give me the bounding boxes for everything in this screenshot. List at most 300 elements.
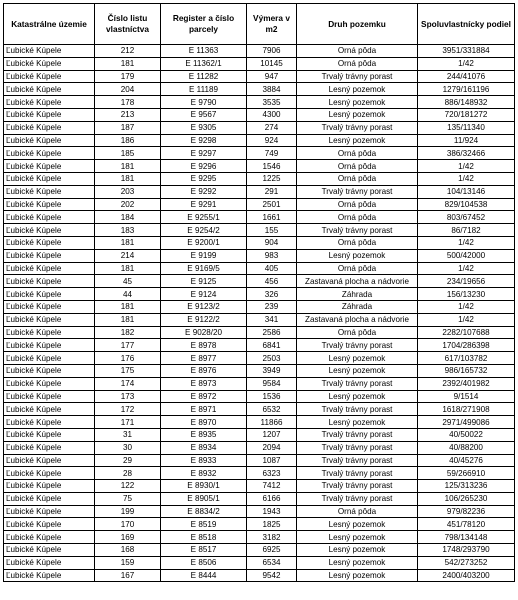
cell-register-parcel-number: E 9122/2 [161, 313, 247, 326]
cell-land-type: Orná pôda [297, 147, 418, 160]
cell-co-ownership-share: 803/67452 [418, 211, 515, 224]
cell-land-type: Lesný pozemok [297, 108, 418, 121]
cell-land-type: Trvalý trávny porast [297, 428, 418, 441]
cell-land-type: Lesný pozemok [297, 83, 418, 96]
cell-register-parcel-number: E 9169/5 [161, 262, 247, 275]
cell-co-ownership-share: 1/42 [418, 262, 515, 275]
cell-land-type: Trvalý trávny porast [297, 441, 418, 454]
cell-cadastral-area: Ľubické Kúpele [4, 467, 95, 480]
cell-cadastral-area: Ľubické Kúpele [4, 531, 95, 544]
cell-ownership-sheet-number: 203 [95, 185, 161, 198]
table-row [4, 377, 515, 390]
cell-register-parcel-number: E 9296 [161, 160, 247, 173]
table-row [4, 454, 515, 467]
table-row [4, 505, 515, 518]
table-row [4, 83, 515, 96]
cell-register-parcel-number: E 9124 [161, 288, 247, 301]
cell-land-type: Trvalý trávny porast [297, 377, 418, 390]
cell-register-parcel-number: E 8517 [161, 544, 247, 557]
cell-cadastral-area: Ľubické Kúpele [4, 313, 95, 326]
cell-land-type: Orná pôda [297, 45, 418, 58]
cell-ownership-sheet-number: 169 [95, 531, 161, 544]
cell-co-ownership-share: 1/42 [418, 300, 515, 313]
table-row [4, 403, 515, 416]
table-row [4, 121, 515, 134]
cell-cadastral-area: Ľubické Kúpele [4, 288, 95, 301]
cell-land-type: Trvalý trávny porast [297, 403, 418, 416]
cell-cadastral-area: Ľubické Kúpele [4, 403, 95, 416]
cell-area-m2: 7906 [247, 45, 297, 58]
cell-land-type: Orná pôda [297, 505, 418, 518]
cell-area-m2: 904 [247, 236, 297, 249]
cell-co-ownership-share: 2971/499086 [418, 416, 515, 429]
cell-land-type: Lesný pozemok [297, 544, 418, 557]
table-row [4, 441, 515, 454]
cell-co-ownership-share: 135/11340 [418, 121, 515, 134]
cell-ownership-sheet-number: 45 [95, 275, 161, 288]
cell-co-ownership-share: 2400/403200 [418, 569, 515, 582]
cell-cadastral-area: Ľubické Kúpele [4, 147, 95, 160]
cell-co-ownership-share: 1/42 [418, 57, 515, 70]
cell-cadastral-area: Ľubické Kúpele [4, 121, 95, 134]
cell-land-type: Trvalý trávny porast [297, 339, 418, 352]
cell-cadastral-area: Ľubické Kúpele [4, 236, 95, 249]
table-row [4, 275, 515, 288]
cell-land-type: Záhrada [297, 288, 418, 301]
cell-ownership-sheet-number: 185 [95, 147, 161, 160]
cell-area-m2: 326 [247, 288, 297, 301]
cell-co-ownership-share: 59/266910 [418, 467, 515, 480]
cell-ownership-sheet-number: 199 [95, 505, 161, 518]
cell-cadastral-area: Ľubické Kúpele [4, 57, 95, 70]
cell-co-ownership-share: 1/42 [418, 172, 515, 185]
cell-cadastral-area: Ľubické Kúpele [4, 262, 95, 275]
cell-area-m2: 2501 [247, 198, 297, 211]
cell-area-m2: 2503 [247, 352, 297, 365]
cell-area-m2: 456 [247, 275, 297, 288]
cell-area-m2: 6166 [247, 492, 297, 505]
cell-area-m2: 6323 [247, 467, 297, 480]
cell-co-ownership-share: 86/7182 [418, 224, 515, 237]
cell-area-m2: 983 [247, 249, 297, 262]
cell-co-ownership-share: 1704/286398 [418, 339, 515, 352]
cell-ownership-sheet-number: 170 [95, 518, 161, 531]
cell-cadastral-area: Ľubické Kúpele [4, 160, 95, 173]
cell-co-ownership-share: 104/13146 [418, 185, 515, 198]
cell-register-parcel-number: E 9295 [161, 172, 247, 185]
cell-co-ownership-share: 3951/331884 [418, 45, 515, 58]
cell-cadastral-area: Ľubické Kúpele [4, 441, 95, 454]
cell-register-parcel-number: E 8978 [161, 339, 247, 352]
cell-cadastral-area: Ľubické Kúpele [4, 556, 95, 569]
table-row [4, 288, 515, 301]
cell-register-parcel-number: E 8976 [161, 364, 247, 377]
cell-ownership-sheet-number: 202 [95, 198, 161, 211]
cell-land-type: Trvalý trávny porast [297, 454, 418, 467]
cell-register-parcel-number: E 9291 [161, 198, 247, 211]
cell-land-type: Orná pôda [297, 160, 418, 173]
cell-co-ownership-share: 386/32466 [418, 147, 515, 160]
cell-cadastral-area: Ľubické Kúpele [4, 390, 95, 403]
table-body [4, 45, 515, 582]
cell-land-type: Lesný pozemok [297, 556, 418, 569]
cell-register-parcel-number: E 9254/2 [161, 224, 247, 237]
header-co-ownership-share: Spoluvlastnícky podiel [418, 4, 515, 45]
cell-cadastral-area: Ľubické Kúpele [4, 134, 95, 147]
cell-cadastral-area: Ľubické Kúpele [4, 352, 95, 365]
cell-cadastral-area: Ľubické Kúpele [4, 326, 95, 339]
table-header-row [4, 4, 515, 45]
cell-cadastral-area: Ľubické Kúpele [4, 83, 95, 96]
header-ownership-sheet-number: Číslo listu vlastníctva [95, 4, 161, 45]
cell-register-parcel-number: E 9123/2 [161, 300, 247, 313]
table-row [4, 57, 515, 70]
cell-register-parcel-number: E 9292 [161, 185, 247, 198]
cell-cadastral-area: Ľubické Kúpele [4, 492, 95, 505]
cell-area-m2: 749 [247, 147, 297, 160]
cell-area-m2: 4300 [247, 108, 297, 121]
cell-register-parcel-number: E 8970 [161, 416, 247, 429]
cell-ownership-sheet-number: 30 [95, 441, 161, 454]
table-row [4, 172, 515, 185]
cell-cadastral-area: Ľubické Kúpele [4, 275, 95, 288]
cell-co-ownership-share: 979/82236 [418, 505, 515, 518]
table-row [4, 96, 515, 109]
cell-cadastral-area: Ľubické Kúpele [4, 172, 95, 185]
cell-land-type: Orná pôda [297, 262, 418, 275]
cell-area-m2: 3884 [247, 83, 297, 96]
cell-register-parcel-number: E 8977 [161, 352, 247, 365]
cell-co-ownership-share: 451/78120 [418, 518, 515, 531]
cell-register-parcel-number: E 8444 [161, 569, 247, 582]
cell-cadastral-area: Ľubické Kúpele [4, 198, 95, 211]
cell-ownership-sheet-number: 181 [95, 313, 161, 326]
cell-area-m2: 6532 [247, 403, 297, 416]
cell-ownership-sheet-number: 178 [95, 96, 161, 109]
cell-land-type: Trvalý trávny porast [297, 70, 418, 83]
cell-land-type: Zastavaná plocha a nádvorie [297, 313, 418, 326]
table-row [4, 185, 515, 198]
table-row [4, 300, 515, 313]
cell-ownership-sheet-number: 184 [95, 211, 161, 224]
cell-co-ownership-share: 2282/107688 [418, 326, 515, 339]
cell-register-parcel-number: E 9567 [161, 108, 247, 121]
cell-register-parcel-number: E 9298 [161, 134, 247, 147]
cell-ownership-sheet-number: 182 [95, 326, 161, 339]
cell-cadastral-area: Ľubické Kúpele [4, 249, 95, 262]
cell-ownership-sheet-number: 122 [95, 480, 161, 493]
cell-co-ownership-share: 886/148932 [418, 96, 515, 109]
cell-register-parcel-number: E 9255/1 [161, 211, 247, 224]
header-land-type: Druh pozemku [297, 4, 418, 45]
cell-area-m2: 9584 [247, 377, 297, 390]
cell-area-m2: 1087 [247, 454, 297, 467]
cell-area-m2: 274 [247, 121, 297, 134]
cell-land-type: Orná pôda [297, 57, 418, 70]
cell-land-type: Lesný pozemok [297, 96, 418, 109]
cell-register-parcel-number: E 8506 [161, 556, 247, 569]
cell-co-ownership-share: 1/42 [418, 236, 515, 249]
cell-co-ownership-share: 1279/161196 [418, 83, 515, 96]
cell-register-parcel-number: E 8933 [161, 454, 247, 467]
cell-area-m2: 947 [247, 70, 297, 83]
cell-ownership-sheet-number: 181 [95, 57, 161, 70]
cell-ownership-sheet-number: 183 [95, 224, 161, 237]
cell-register-parcel-number: E 8834/2 [161, 505, 247, 518]
cell-area-m2: 291 [247, 185, 297, 198]
cell-register-parcel-number: E 9199 [161, 249, 247, 262]
cell-area-m2: 10145 [247, 57, 297, 70]
cell-ownership-sheet-number: 213 [95, 108, 161, 121]
cell-area-m2: 6841 [247, 339, 297, 352]
cell-area-m2: 1825 [247, 518, 297, 531]
header-area-m2: Výmera v m2 [247, 4, 297, 45]
cell-register-parcel-number: E 8518 [161, 531, 247, 544]
cell-cadastral-area: Ľubické Kúpele [4, 224, 95, 237]
cell-register-parcel-number: E 8935 [161, 428, 247, 441]
cell-land-type: Záhrada [297, 300, 418, 313]
cell-cadastral-area: Ľubické Kúpele [4, 480, 95, 493]
cell-co-ownership-share: 798/134148 [418, 531, 515, 544]
cell-ownership-sheet-number: 31 [95, 428, 161, 441]
table-row [4, 544, 515, 557]
cell-register-parcel-number: E 11363 [161, 45, 247, 58]
cell-co-ownership-share: 829/104538 [418, 198, 515, 211]
cell-area-m2: 7412 [247, 480, 297, 493]
cell-area-m2: 1661 [247, 211, 297, 224]
cell-land-type: Trvalý trávny porast [297, 224, 418, 237]
cell-land-type: Lesný pozemok [297, 416, 418, 429]
cell-register-parcel-number: E 8971 [161, 403, 247, 416]
table-row [4, 428, 515, 441]
cell-land-type: Trvalý trávny porast [297, 492, 418, 505]
cell-ownership-sheet-number: 187 [95, 121, 161, 134]
cell-ownership-sheet-number: 159 [95, 556, 161, 569]
table-row [4, 518, 515, 531]
cell-co-ownership-share: 986/165732 [418, 364, 515, 377]
cell-co-ownership-share: 1748/293790 [418, 544, 515, 557]
table-row [4, 134, 515, 147]
cell-land-type: Lesný pozemok [297, 531, 418, 544]
cell-register-parcel-number: E 11189 [161, 83, 247, 96]
cell-area-m2: 3182 [247, 531, 297, 544]
cell-ownership-sheet-number: 176 [95, 352, 161, 365]
cell-register-parcel-number: E 8934 [161, 441, 247, 454]
table-row [4, 492, 515, 505]
cell-land-type: Orná pôda [297, 211, 418, 224]
cell-area-m2: 924 [247, 134, 297, 147]
cell-cadastral-area: Ľubické Kúpele [4, 108, 95, 121]
table-row [4, 467, 515, 480]
table-row [4, 390, 515, 403]
cell-co-ownership-share: 244/41076 [418, 70, 515, 83]
cell-cadastral-area: Ľubické Kúpele [4, 428, 95, 441]
table-row [4, 531, 515, 544]
cell-co-ownership-share: 720/181272 [418, 108, 515, 121]
cell-area-m2: 6925 [247, 544, 297, 557]
table-row [4, 45, 515, 58]
cell-register-parcel-number: E 8932 [161, 467, 247, 480]
cell-cadastral-area: Ľubické Kúpele [4, 377, 95, 390]
cell-cadastral-area: Ľubické Kúpele [4, 185, 95, 198]
cell-ownership-sheet-number: 181 [95, 160, 161, 173]
cell-ownership-sheet-number: 204 [95, 83, 161, 96]
cell-co-ownership-share: 156/13230 [418, 288, 515, 301]
cell-area-m2: 1546 [247, 160, 297, 173]
cell-co-ownership-share: 106/265230 [418, 492, 515, 505]
table-row [4, 236, 515, 249]
parcel-table [3, 3, 515, 582]
cell-land-type: Trvalý trávny porast [297, 480, 418, 493]
table-row [4, 108, 515, 121]
cell-land-type: Orná pôda [297, 326, 418, 339]
table-row [4, 211, 515, 224]
table-row [4, 160, 515, 173]
cell-cadastral-area: Ľubické Kúpele [4, 45, 95, 58]
cell-land-type: Zastavaná plocha a nádvorie [297, 275, 418, 288]
cell-co-ownership-share: 9/1514 [418, 390, 515, 403]
cell-co-ownership-share: 11/924 [418, 134, 515, 147]
cell-co-ownership-share: 1618/271908 [418, 403, 515, 416]
cell-ownership-sheet-number: 173 [95, 390, 161, 403]
cell-ownership-sheet-number: 174 [95, 377, 161, 390]
cell-register-parcel-number: E 9790 [161, 96, 247, 109]
cell-area-m2: 1943 [247, 505, 297, 518]
cell-ownership-sheet-number: 181 [95, 236, 161, 249]
cell-register-parcel-number: E 9297 [161, 147, 247, 160]
cell-ownership-sheet-number: 179 [95, 70, 161, 83]
cell-cadastral-area: Ľubické Kúpele [4, 339, 95, 352]
cell-ownership-sheet-number: 28 [95, 467, 161, 480]
parcel-table-sheet [3, 3, 515, 582]
cell-co-ownership-share: 40/45276 [418, 454, 515, 467]
cell-land-type: Lesný pozemok [297, 134, 418, 147]
cell-ownership-sheet-number: 168 [95, 544, 161, 557]
cell-area-m2: 3535 [247, 96, 297, 109]
cell-land-type: Lesný pozemok [297, 569, 418, 582]
table-row [4, 352, 515, 365]
cell-ownership-sheet-number: 177 [95, 339, 161, 352]
cell-land-type: Trvalý trávny porast [297, 121, 418, 134]
cell-area-m2: 6534 [247, 556, 297, 569]
cell-cadastral-area: Ľubické Kúpele [4, 518, 95, 531]
table-row [4, 198, 515, 211]
cell-cadastral-area: Ľubické Kúpele [4, 364, 95, 377]
table-row [4, 556, 515, 569]
table-row [4, 70, 515, 83]
cell-ownership-sheet-number: 75 [95, 492, 161, 505]
cell-cadastral-area: Ľubické Kúpele [4, 454, 95, 467]
table-row [4, 364, 515, 377]
cell-area-m2: 1207 [247, 428, 297, 441]
cell-ownership-sheet-number: 186 [95, 134, 161, 147]
cell-area-m2: 1536 [247, 390, 297, 403]
cell-area-m2: 2094 [247, 441, 297, 454]
cell-cadastral-area: Ľubické Kúpele [4, 211, 95, 224]
cell-register-parcel-number: E 11362/1 [161, 57, 247, 70]
cell-cadastral-area: Ľubické Kúpele [4, 544, 95, 557]
table-row [4, 339, 515, 352]
cell-cadastral-area: Ľubické Kúpele [4, 96, 95, 109]
cell-co-ownership-share: 1/42 [418, 313, 515, 326]
cell-land-type: Lesný pozemok [297, 364, 418, 377]
table-row [4, 262, 515, 275]
cell-land-type: Lesný pozemok [297, 249, 418, 262]
table-row [4, 313, 515, 326]
cell-co-ownership-share: 40/88200 [418, 441, 515, 454]
cell-co-ownership-share: 542/273252 [418, 556, 515, 569]
cell-cadastral-area: Ľubické Kúpele [4, 569, 95, 582]
cell-area-m2: 3949 [247, 364, 297, 377]
cell-cadastral-area: Ľubické Kúpele [4, 300, 95, 313]
cell-register-parcel-number: E 8972 [161, 390, 247, 403]
cell-ownership-sheet-number: 181 [95, 300, 161, 313]
cell-land-type: Orná pôda [297, 236, 418, 249]
cell-area-m2: 341 [247, 313, 297, 326]
cell-land-type: Trvalý trávny porast [297, 467, 418, 480]
cell-co-ownership-share: 125/313236 [418, 480, 515, 493]
table-row [4, 147, 515, 160]
cell-co-ownership-share: 617/103782 [418, 352, 515, 365]
table-row [4, 480, 515, 493]
cell-ownership-sheet-number: 181 [95, 172, 161, 185]
cell-register-parcel-number: E 9125 [161, 275, 247, 288]
cell-register-parcel-number: E 8519 [161, 518, 247, 531]
cell-land-type: Orná pôda [297, 198, 418, 211]
cell-land-type: Orná pôda [297, 172, 418, 185]
cell-register-parcel-number: E 9028/20 [161, 326, 247, 339]
cell-land-type: Lesný pozemok [297, 352, 418, 365]
cell-co-ownership-share: 500/42000 [418, 249, 515, 262]
cell-area-m2: 11866 [247, 416, 297, 429]
cell-ownership-sheet-number: 167 [95, 569, 161, 582]
cell-co-ownership-share: 1/42 [418, 160, 515, 173]
table-row [4, 569, 515, 582]
cell-area-m2: 239 [247, 300, 297, 313]
table-row [4, 416, 515, 429]
cell-ownership-sheet-number: 175 [95, 364, 161, 377]
cell-ownership-sheet-number: 172 [95, 403, 161, 416]
cell-cadastral-area: Ľubické Kúpele [4, 70, 95, 83]
cell-land-type: Lesný pozemok [297, 390, 418, 403]
cell-register-parcel-number: E 8930/1 [161, 480, 247, 493]
cell-area-m2: 9542 [247, 569, 297, 582]
cell-cadastral-area: Ľubické Kúpele [4, 505, 95, 518]
cell-land-type: Lesný pozemok [297, 518, 418, 531]
cell-register-parcel-number: E 8973 [161, 377, 247, 390]
table-row [4, 224, 515, 237]
cell-co-ownership-share: 40/50022 [418, 428, 515, 441]
cell-ownership-sheet-number: 181 [95, 262, 161, 275]
cell-ownership-sheet-number: 171 [95, 416, 161, 429]
cell-ownership-sheet-number: 214 [95, 249, 161, 262]
header-register-parcel-number: Register a číslo parcely [161, 4, 247, 45]
cell-co-ownership-share: 2392/401982 [418, 377, 515, 390]
cell-area-m2: 155 [247, 224, 297, 237]
header-cadastral-area: Katastrálne územie [4, 4, 95, 45]
cell-land-type: Trvalý trávny porast [297, 185, 418, 198]
cell-register-parcel-number: E 9305 [161, 121, 247, 134]
cell-ownership-sheet-number: 29 [95, 454, 161, 467]
cell-area-m2: 405 [247, 262, 297, 275]
table-row [4, 326, 515, 339]
cell-register-parcel-number: E 11282 [161, 70, 247, 83]
cell-area-m2: 1225 [247, 172, 297, 185]
cell-register-parcel-number: E 8905/1 [161, 492, 247, 505]
cell-register-parcel-number: E 9200/1 [161, 236, 247, 249]
table-row [4, 249, 515, 262]
cell-area-m2: 2586 [247, 326, 297, 339]
